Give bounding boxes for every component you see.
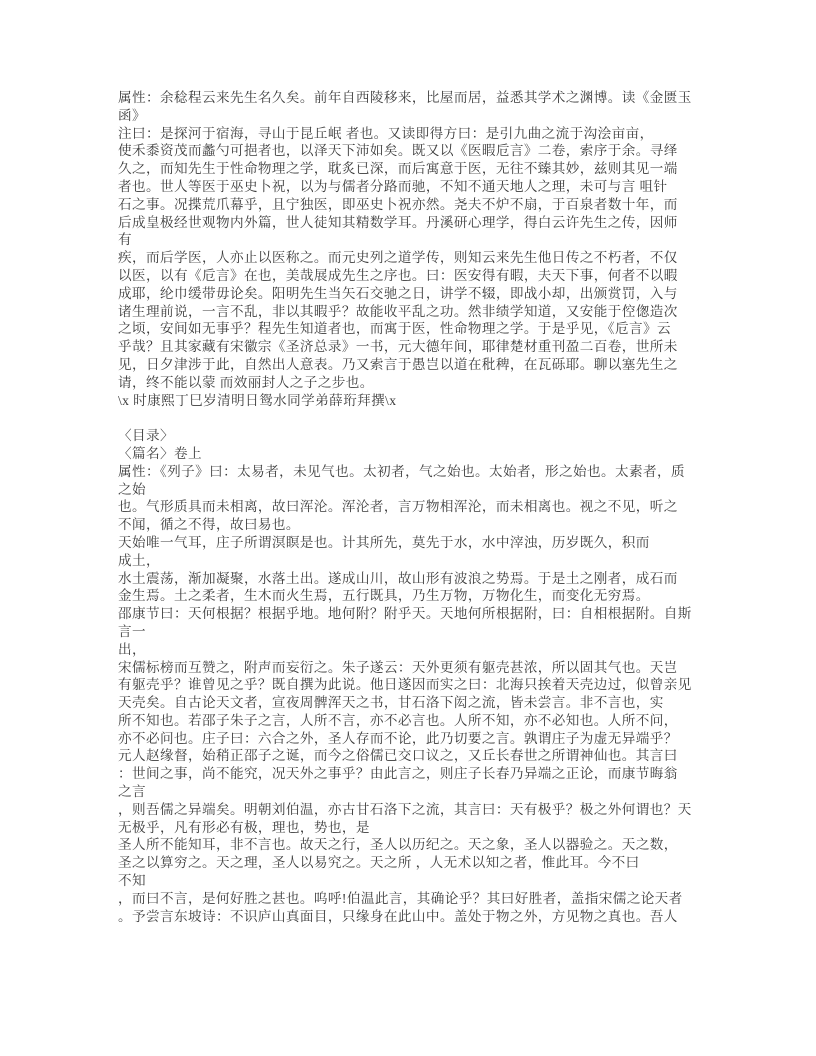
text-line: 不闻，循之不得，故曰易也。 — [118, 517, 300, 533]
text-line: 圣之以算穷之。天之理，圣人以易究之。天之所 ，人无术以知之者，惟此耳。今不曰 — [118, 855, 640, 871]
text-line: 宋儒标榜而互赞之，附声而妄衍之。朱子遂云：天外更须有躯壳甚浓，所以固其气也。天岂 — [118, 659, 678, 675]
text-line: 成土， — [118, 552, 160, 568]
text-line: 后成皇极经世观物内外篇，世人徒知其精数学耳。丹溪研心理学，得白云许先生之传，因师 — [118, 214, 678, 230]
text-line: 属性：《列子》曰：太易者，未见气也。太初者，气之始也。太始者，形之始也。太素者，质 — [118, 463, 685, 479]
text-line: 〈目录〉 — [118, 428, 174, 444]
text-line: 函》 — [118, 107, 146, 123]
text-line: 注曰：是探河于宿海，寻山于昆丘岷 者也。又读即得方曰：是引九曲之流于沟浍亩亩， — [118, 125, 654, 141]
text-line: 以医，以有《卮言》在也，美哉展成先生之序也。曰：医安得有暇，夫天下事，何者不以暇 — [118, 267, 678, 283]
text-line: 元人赵缘督，始稍正邵子之诞，而今之俗儒已交口议之，又丘长春世之所谓神仙也。其言曰 — [118, 748, 678, 764]
text-line: 石之事。况揲荒爪幕乎，且宁独医，即巫史卜祝亦然。尧夫不炉不扇，于百泉者数十年，而 — [118, 196, 678, 212]
text-line: 者也。世人等医于巫史卜祝，以为与儒者分路而驰，不知不通天地人之理，未可与言 咀针 — [118, 178, 668, 194]
text-line: 之始 — [118, 481, 146, 497]
text-line: 圣人所不能知耳，非不言也。故天之行，圣人以历纪之。天之象，圣人以器验之。天之数， — [118, 837, 678, 853]
text-line: 所不知也。若邵子朱子之言，人所不言，亦不必言也。人所不知，亦不必知也。人所不问， — [118, 712, 678, 728]
text-line: 久之，而知先生于性命物理之学，耽炙已深，而后寓意于医，无往不臻其妙，兹则其见一端 — [118, 161, 678, 177]
text-line: ，而曰不言，是何好胜之甚也。呜呼!伯温此言，其确论乎？其曰好胜者，盖指宋儒之论天者 — [118, 890, 683, 906]
text-line: ：世间之事，尚不能究，况天外之事乎？由此言之，则庄子长春乃异端之正论，而康节晦翁 — [118, 766, 678, 782]
text-line: 诸生理前说，一言不乱，非以其暇乎？故能收平乱之功。然非绩学知道，又安能于倥偬造次 — [118, 303, 678, 319]
text-line: \x 时康熙丁巳岁清明日鸳水同学弟薛珩拜撰\x — [118, 392, 397, 408]
text-line: 亦不必问也。庄子曰：六合之外，圣人存而不论，此乃切要之言。孰谓庄子为虚无异端乎？ — [118, 730, 678, 746]
text-line: 〈篇名〉卷上 — [118, 445, 202, 461]
text-line: ，则吾儒之异端矣。明朝刘伯温，亦古甘石洛下之流，其言曰：天有极乎？极之外何谓也？天 — [118, 801, 692, 817]
text-line: 出， — [118, 641, 146, 657]
text-line: 疾，而后学医，人亦止以医称之。而元史列之道学传，则知云来先生他日传之不朽者，不仅 — [118, 250, 678, 266]
text-line: 言一 — [118, 623, 146, 639]
document-page — [118, 89, 708, 925]
text-line: 请，终不能以蒙 而效丽封人之子之步也。 — [118, 374, 374, 390]
text-line: 水土震荡，渐加凝聚，水落土出。遂成山川，故山形有波浪之势焉。于是土之刚者，成石而 — [118, 570, 678, 586]
text-line: 天壳矣。自古论天文者，宣夜周髀浑天之书，甘石洛下闳之流，皆未尝言。非不言也，实 — [118, 695, 664, 711]
text-line: 无极乎，凡有形必有极，理也，势也，是 — [118, 819, 370, 835]
text-line: 金生焉。土之柔者，生木而火生焉，五行既具，乃生万物，万物化生，而变化无穷焉。 — [118, 588, 650, 604]
text-line: 不知 — [118, 873, 146, 889]
text-line: 有 — [118, 232, 132, 248]
text-line: 有躯壳乎？谁曾见之乎？既自撰为此说。他日遂因而实之曰：北海只挨着天壳边过，似曾亲见 — [118, 677, 692, 693]
text-line: 之言 — [118, 784, 146, 800]
text-line: 使禾黍资茂而蠡勺可挹者也，以泽天下沛如矣。既又以《医暇卮言》二卷，索序于余。寻绎 — [118, 143, 678, 159]
text-line: 。予尝言东坡诗：不识庐山真面目，只缘身在此山中。盖处于物之外，方见物之真也。吾人 — [118, 908, 678, 924]
text-line: 属性：余稔程云来先生名久矣。前年自西陵移来，比屋而居，益悉其学术之渊博。读《金匮玉 — [118, 90, 692, 105]
text-line: 之顷，安间如无事乎？程先生知道者也，而寓于医，性命物理之学。于是乎见，《卮言》云 — [118, 321, 671, 337]
text-line: 也。气形质具而未相离，故曰浑沦。浑沦者，言万物相浑沦，而未相离也。视之不见，听之 — [118, 499, 678, 515]
text-line: 见，日夕津涉于此，自然出人意表。乃又索言于愚岂以道在秕稗，在瓦砾耶。聊以塞先生之 — [118, 356, 678, 372]
text-line: 邵康节曰：天何根据？根据乎地。地何附？附乎天。天地何所根据附，曰：自相根据附。自斯 — [118, 606, 692, 622]
text-line: 乎哉？且其家藏有宋徽宗《圣济总录》一书，元大德年间，耶律楚材重刊盈二百卷，世所未 — [118, 339, 678, 355]
text-line: 成耶，纶巾缓带毋论矣。阳明先生当矢石交驰之日，讲学不辍，即战小却，出颁赏罚，入与 — [118, 285, 678, 301]
text-line: 天始唯一气耳，庄子所谓溟瞑是也。计其所先，莫先于水，水中滓浊，历岁既久，积而 — [118, 534, 650, 550]
text-line — [118, 409, 708, 427]
